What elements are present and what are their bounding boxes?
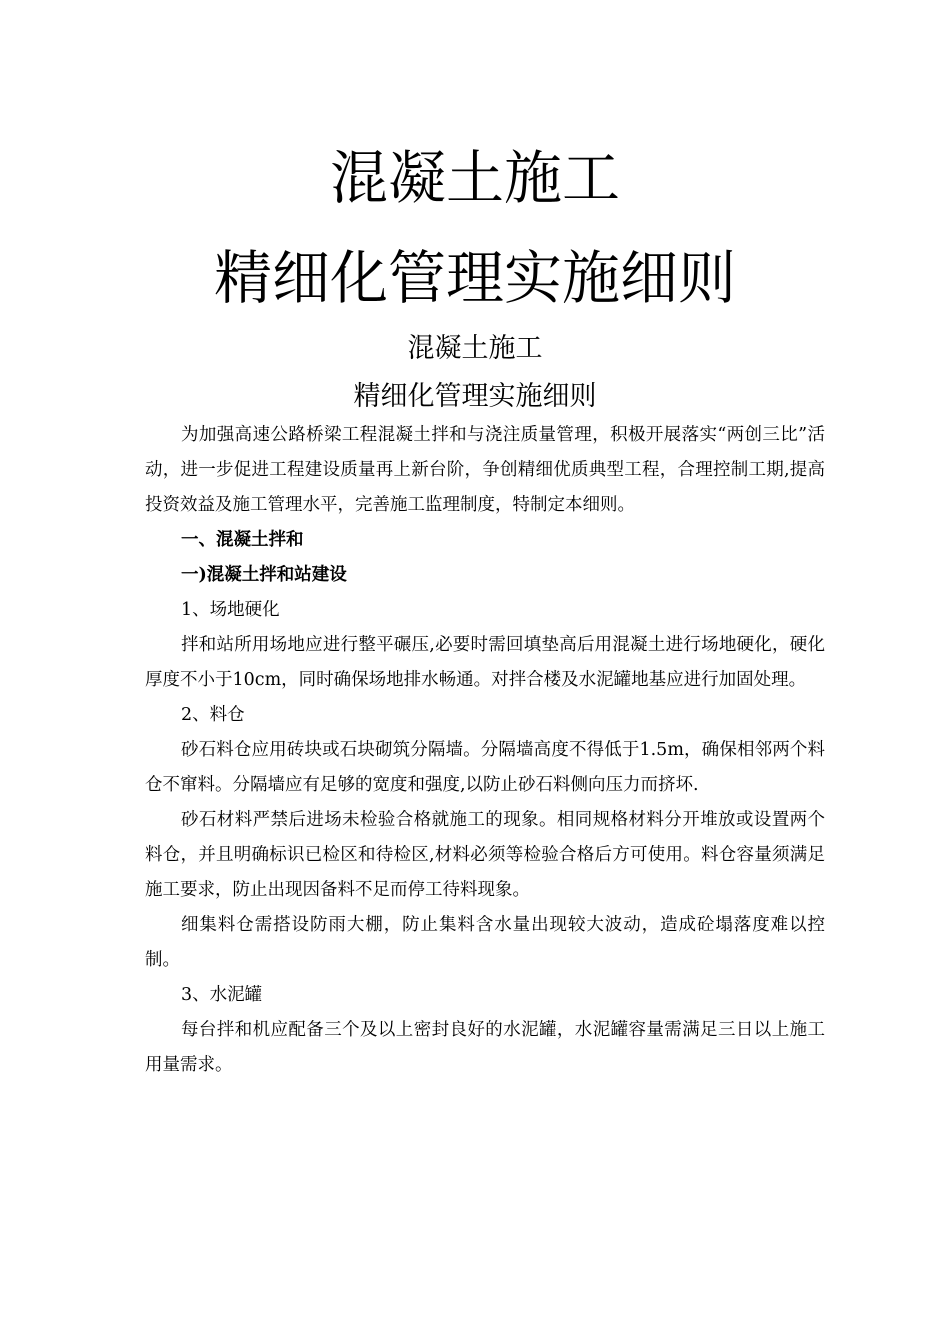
- paragraph-cement-tanks: 每台拌和机应配备三个及以上密封良好的水泥罐，水泥罐容量需满足三日以上施工用量需求。: [145, 1020, 825, 1075]
- intro-paragraph: 为加强高速公路桥梁工程混凝土拌和与浇注质量管理，积极开展落实“两创三比”活动，进一步促进工程建设质量再上新台阶，争创精细优质典型工程，合理控制工期,提高投资效益及施工管理水平，完善施工监理制度，特制定本细则。: [145, 425, 825, 515]
- item-heading-material-bins: 2、料仓: [181, 705, 245, 725]
- document-body: [145, 418, 825, 1083]
- item-heading-site-hardening: 1、场地硬化: [181, 600, 280, 620]
- paragraph-material-inspection: 砂石材料严禁后进场未检验合格就施工的现象。相同规格材料分开堆放或设置两个料仓，并且明确标识已检区和待检区,材料必须等检验合格后方可使用。料仓容量须满足施工要求，防止出现因备料不足而停工待料现象。: [145, 810, 825, 900]
- paragraph-rain-shelter: 细集料仓需搭设防雨大棚，防止集料含水量出现较大波动，造成砼塌落度难以控制。: [145, 915, 825, 970]
- section-heading: 一、混凝土拌和: [181, 530, 304, 550]
- subtitle-line-1: 混凝土施工: [407, 333, 543, 364]
- main-title-line-1: 混凝土施工: [329, 144, 620, 212]
- subtitle-line-2: 精细化管理实施细则: [353, 381, 597, 412]
- paragraph-partition-walls: 砂石料仓应用砖块或石块砌筑分隔墙。分隔墙高度不得低于1.5m，确保相邻两个料仓不窜料。分隔墙应有足够的宽度和强度,以防止砂石料侧向压力而挤坏.: [145, 740, 825, 795]
- paragraph-site-hardening: 拌和站所用场地应进行整平碾压,必要时需回填垫高后用混凝土进行场地硬化，硬化厚度不小于10cm，同时确保场地排水畅通。对拌合楼及水泥罐地基应进行加固处理。: [145, 635, 825, 690]
- main-title-line-2: 精细化管理实施细则: [213, 244, 736, 312]
- subsection-heading: 一)混凝土拌和站建设: [181, 565, 347, 585]
- item-heading-cement-tanks: 3、水泥罐: [181, 985, 263, 1005]
